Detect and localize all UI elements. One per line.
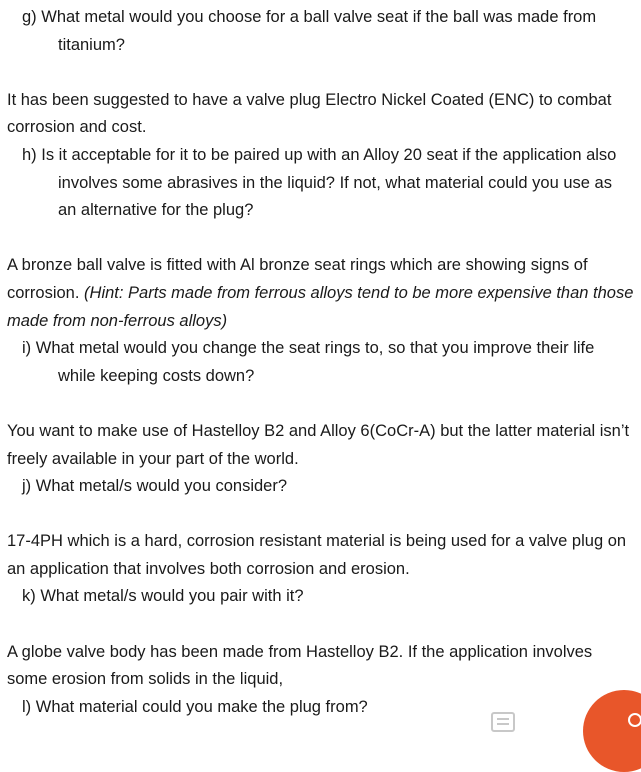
document-icon[interactable] [491, 712, 515, 732]
spacer [0, 225, 641, 253]
question-l: l) What material could you make the plug from? [22, 697, 368, 716]
question-j: j) What metal/s would you consider? [22, 477, 288, 496]
document-body [0, 4, 641, 721]
question-g: g) What metal would you choose for a ball valve seat if the ball was made from titanium? [22, 8, 597, 54]
paragraph-bronze [7, 252, 635, 335]
paragraph-hastelloy: You want to make use of Hastelloy B2 and Alloy 6(CoCr-A) but the latter material isn’t freely available in your part of the world. [7, 421, 630, 468]
spacer [0, 390, 641, 418]
spacer [0, 611, 641, 639]
paragraph-enc: It has been suggested to have a valve plug Electro Nickel Coated (ENC) to combat corrosion and cost. [7, 90, 612, 137]
paragraph-bronze-text: A bronze ball valve is fitted with Al bronze seat rings which are showing signs of corrosion. [7, 256, 588, 302]
chat-bubble-icon [628, 713, 641, 727]
paragraph-globe: A globe valve body has been made from Hastelloy B2. If the application involves some erosion from solids in the liquid, [7, 642, 593, 689]
spacer [0, 59, 641, 87]
hint-text: (Hint: Parts made from ferrous alloys tend to be more expensive than those made from non-ferrous alloys) [7, 283, 634, 330]
question-k: k) What metal/s would you pair with it? [22, 587, 304, 606]
question-i: i) What metal would you change the seat rings to, so that you improve their life while keeping costs down? [22, 339, 595, 385]
paragraph-17-4ph: 17-4PH which is a hard, corrosion resistant material is being used for a valve plug on an application that involves both corrosion and erosion. [7, 532, 627, 578]
question-h: h) Is it acceptable for it to be paired up with an Alloy 20 seat if the application also involves some abrasives in the liquid? If not, what material could you use as an alternative for the plug? [22, 145, 617, 220]
spacer [0, 501, 641, 529]
